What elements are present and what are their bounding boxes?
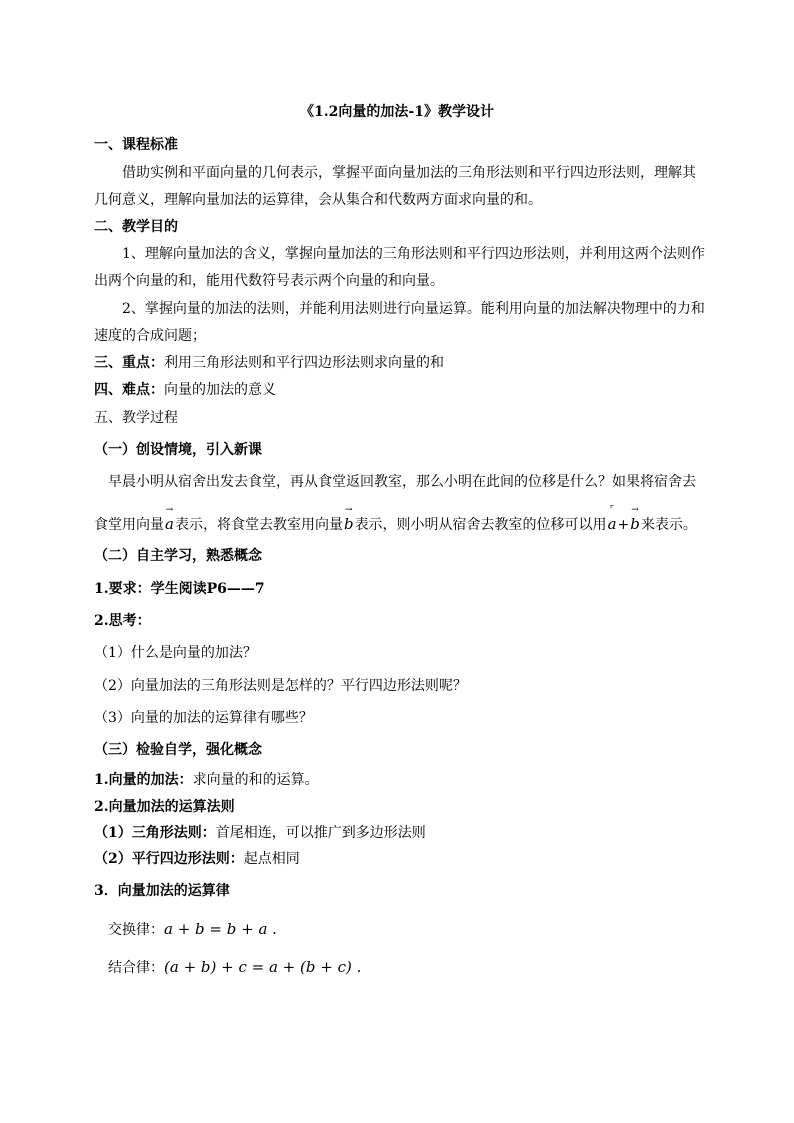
definition-label: 1.向量的加法： (94, 772, 193, 788)
plus-sign: + (617, 517, 630, 533)
subsection-heading-1: （一）创设情境，引入新课 (94, 442, 262, 458)
commutative-law-formula: a + b = b + a . (164, 920, 277, 938)
section-heading-process: 五、教学过程 (94, 410, 178, 426)
scenario-text-c: 表示，则小明从宿舍去教室的位移可以用 (354, 517, 607, 533)
section-heading-curriculum: 一、课程标准 (94, 137, 178, 153)
rule-2-label: （2）平行四边形法则： (94, 851, 244, 867)
vector-b-symbol: → b (343, 505, 354, 533)
doc-title: 《1.2向量的加法-1》教学设计 (300, 104, 494, 120)
commutative-law-line (108, 920, 277, 939)
scenario-text-a: 食堂用向量 (94, 517, 164, 533)
question-1: （1）什么是向量的加法？ (94, 645, 257, 661)
difficulty-label: 四、难点： (94, 382, 164, 398)
commutative-law-label: 交换律： (108, 922, 164, 938)
key-points-line (94, 354, 444, 372)
associative-law-line (108, 958, 361, 977)
paragraph-scenario-2 (94, 505, 697, 534)
arrow-icon: → (631, 505, 639, 515)
associative-law-label: 结合律： (108, 960, 164, 976)
key-points-text: 利用三角形法则和平行四边形法则求向量的和 (164, 355, 444, 371)
key-points-label: 三、重点： (94, 355, 164, 371)
laws-heading: 3．向量加法的运算律 (94, 883, 230, 899)
rule-1-text: 首尾相连，可以推广到多边形法则 (215, 825, 426, 841)
difficulty-text: 向量的加法的意义 (164, 382, 276, 398)
vector-a-symbol: ⌜ a (607, 505, 617, 533)
arrow-icon: → (165, 505, 174, 515)
scenario-text-d: 来表示。 (640, 517, 697, 533)
question-2: （2）向量加法的三角形法则是怎样的？平行四边形法则呢？ (94, 678, 467, 694)
section-heading-objectives: 二、教学目的 (94, 219, 178, 235)
definition-line (94, 771, 319, 789)
scenario-text-b: 表示，将食堂去教室用向量 (174, 517, 343, 533)
rule-1-label: （1）三角形法则： (94, 825, 216, 841)
paragraph-objective-1a: 1、理解向量加法的含义，掌握向量加法的三角形法则和平行四边形法则，并利用这两个法则作 (122, 246, 705, 262)
definition-text: 求向量的和的运算。 (192, 772, 319, 788)
subsection-heading-3: （三）检验自学，强化概念 (94, 742, 262, 758)
question-3: （3）向量的加法的运算律有哪些？ (94, 710, 313, 726)
paragraph-curriculum-1: 借助实例和平面向量的几何表示，掌握平面向量加法的三角形法则和平行四边形法则，理解其 (122, 165, 696, 181)
arrow-icon: → (344, 505, 353, 515)
vector-a-symbol: → a (165, 505, 174, 533)
subsection-heading-2: （二）自主学习，熟悉概念 (94, 548, 262, 564)
paragraph-curriculum-2: 几何意义，理解向量加法的运算律，会从集合和代数两方面求向量的和。 (94, 192, 542, 208)
requirement-line: 1.要求：学生阅读P6——7 (94, 581, 265, 597)
thinking-line: 2.思考： (94, 613, 151, 629)
associative-law-formula: (a + b) + c = a + (b + c) . (164, 958, 362, 976)
corner-mark-icon: ⌜ (609, 505, 615, 515)
paragraph-scenario-1: 早晨小明从宿舍出发去食堂，再从食堂返回教室，那么小明在此间的位移是什么？如果将宿舍去 (108, 474, 696, 490)
difficulty-line (94, 381, 276, 399)
paragraph-objective-2b: 速度的合成问题； (94, 328, 206, 344)
rule-2-text: 起点相同 (243, 851, 300, 867)
paragraph-objective-1b: 出两个向量的和，能用代数符号表示两个向量的和向量。 (94, 273, 444, 289)
rules-heading: 2.向量加法的运算法则 (94, 799, 235, 815)
rule-2-line (94, 850, 300, 868)
vector-b-symbol: → b (630, 505, 640, 533)
paragraph-objective-2a: 2、掌握向量的加法的法则，并能利用法则进行向量运算。能利用向量的加法解决物理中的力和 (122, 301, 705, 317)
rule-1-line (94, 824, 426, 842)
